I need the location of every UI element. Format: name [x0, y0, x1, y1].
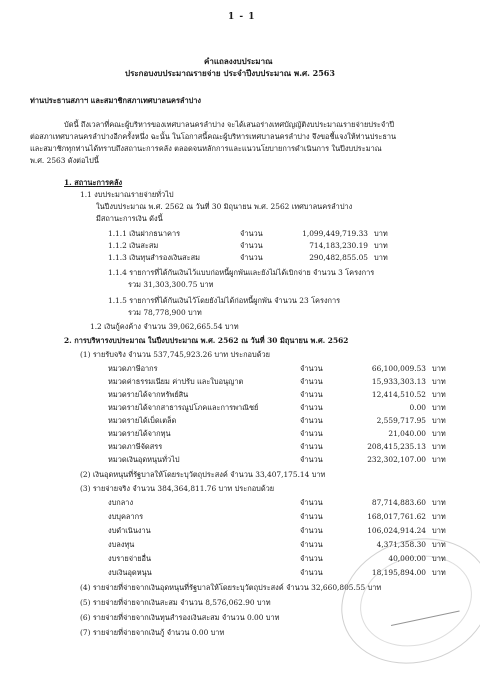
page-number: 1 - 1 — [228, 12, 256, 22]
income-row-amount: 15,933,303.13 — [371, 377, 426, 386]
income-row-amount-label: จำนวน — [300, 403, 323, 412]
expense-row-amount: 106,024,914.24 — [367, 526, 426, 535]
expense-row-amount: 168,017,761.62 — [367, 512, 426, 521]
income-row-amount: 12,414,510.52 — [371, 390, 426, 399]
section-1-title: 1. สถานะการคลัง — [64, 178, 123, 187]
fin-item-amount: 714,183,230.19 — [309, 241, 368, 250]
expense-row-label: งบดำเนินงาน — [108, 526, 151, 535]
income-row-amount: 0.00 — [409, 403, 426, 412]
fin-item-label: 1.1.3 เงินทุนสำรองเงินสะสม — [108, 253, 200, 262]
expense-row-amount: 18,195,894.00 — [371, 568, 426, 577]
item-1-2: 1.2 เงินกู้คงค้าง จำนวน 39,062,665.54 บาท — [90, 322, 239, 331]
expense-row-unit: บาท — [432, 512, 446, 521]
income-row-label: หมวดรายได้จากสาธารณูปโภคและการพาณิชย์ — [108, 403, 259, 412]
expense-row-amount-label: จำนวน — [300, 512, 323, 521]
income-row-label: หมวดภาษีจัดสรร — [108, 442, 163, 451]
income-row-label: หมวดเงินอุดหนุนทั่วไป — [108, 455, 180, 464]
subsidy-expense-line: (4) รายจ่ายที่จ่ายจากเงินอุดหนุนที่รัฐบาลให้โดยระบุวัตถุประสงค์ จำนวน 32,660,805.55 บาท — [80, 583, 382, 592]
fin-item-unit: บาท — [374, 229, 388, 238]
loan-expense-line: (7) รายจ่ายที่จ่ายจากเงินกู้ จำนวน 0.00 บาท — [80, 628, 225, 637]
income-row-amount-label: จำนวน — [300, 429, 323, 438]
income-row-unit: บาท — [432, 390, 446, 399]
expense-row-unit: บาท — [432, 568, 446, 577]
item-1-1-4-line-1: 1.1.4 รายการที่ได้กันเงินไว้แบบก่อหนี้ผูกพันและยังไม่ได้เบิกจ่าย จำนวน 3 โครงการ — [108, 268, 375, 277]
income-row-unit: บาท — [432, 455, 446, 464]
income-row-unit: บาท — [432, 403, 446, 412]
handwritten-signature — [386, 589, 459, 626]
income-row-amount-label: จำนวน — [300, 455, 323, 464]
income-row-label: หมวดรายได้เบ็ดเตล็ด — [108, 416, 177, 425]
item-1-1-5-line-1: 1.1.5 รายการที่ได้กันเงินไว้โดยยังไม่ได้ก่อหนี้ผูกพัน จำนวน 23 โครงการ — [108, 296, 341, 305]
income-row-amount-label: จำนวน — [300, 390, 323, 399]
fund-reserve-expense-line: (6) รายจ่ายที่จ่ายจากเงินทุนสำรองเงินสะสม จำนวน 0.00 บาท — [80, 613, 280, 622]
expense-row-amount-label: จำนวน — [300, 526, 323, 535]
revenue-heading: (1) รายรับจริง จำนวน 537,745,923.26 บาท ประกอบด้วย — [80, 350, 270, 359]
expense-row-amount: 4,371,358.30 — [376, 540, 426, 549]
expense-row-unit: บาท — [432, 526, 446, 535]
income-row-amount: 232,302,107.00 — [367, 455, 426, 464]
income-row-amount-label: จำนวน — [300, 364, 323, 373]
income-row-amount: 208,415,235.13 — [367, 442, 426, 451]
fin-item-amount-label: จำนวน — [240, 229, 263, 238]
expense-row-amount: 87,714,883.60 — [371, 498, 426, 507]
income-row-label: หมวดภาษีอากร — [108, 364, 158, 373]
fin-item-unit: บาท — [374, 241, 388, 250]
as-of-line-1: ในปีงบประมาณ พ.ศ. 2562 ณ วันที่ 30 มิถุนายน พ.ศ. 2562 เทศบาลนครลำปาง — [96, 202, 353, 211]
expense-row-label: งบรายจ่ายอื่น — [108, 554, 152, 563]
fin-item-amount-label: จำนวน — [240, 253, 263, 262]
fin-item-unit: บาท — [374, 253, 388, 262]
expense-row-label: งบกลาง — [108, 498, 134, 507]
expense-row-unit: บาท — [432, 554, 446, 563]
fin-item-label: 1.1.2 เงินสะสม — [108, 241, 159, 250]
fin-item-amount-label: จำนวน — [240, 241, 263, 250]
fin-item-amount: 1,099,449,719.33 — [302, 229, 368, 238]
intro-line-2: ต่อสภาเทศบาลนครลำปางอีกครั้งหนึ่ง ฉะนั้น ในโอกาสนี้คณะผู้บริหารเทศบาลนครลำปาง จึงขอชี้แจงให้ท่านประธาน — [30, 132, 397, 141]
income-row-unit: บาท — [432, 429, 446, 438]
item-1-1-4-line-2: รวม 31,303,300.75 บาท — [128, 280, 214, 289]
intro-line-4: พ.ศ. 2563 ดังต่อไปนี้ — [30, 156, 99, 165]
fin-item-amount: 290,482,855.05 — [309, 253, 368, 262]
section-2-title: 2. การบริหารงบประมาณ ในปีงบประมาณ พ.ศ. 2562 ณ วันที่ 30 มิถุนายน พ.ศ. 2562 — [64, 336, 349, 345]
expense-row-unit: บาท — [432, 498, 446, 507]
income-row-unit: บาท — [432, 442, 446, 451]
expense-row-label: งบลงทุน — [108, 540, 135, 549]
heading-line-2: ประกอบงบประมาณรายจ่าย ประจำปีงบประมาณ พ.ศ. 2563 — [125, 68, 335, 78]
income-row-amount: 2,559,717.95 — [376, 416, 426, 425]
expense-row-label: งบบุคลากร — [108, 512, 144, 521]
expense-heading: (3) รายจ่ายจริง จำนวน 384,364,811.76 บาท ประกอบด้วย — [80, 484, 275, 493]
item-1-1-5-line-2: รวม 78,778,900 บาท — [128, 308, 202, 317]
fin-item-label: 1.1.1 เงินฝากธนาคาร — [108, 229, 181, 238]
expense-row-amount-label: จำนวน — [300, 540, 323, 549]
income-row-amount-label: จำนวน — [300, 442, 323, 451]
reserve-expense-line: (5) รายจ่ายที่จ่ายจากเงินสะสม จำนวน 8,576,062.90 บาท — [80, 598, 271, 607]
expense-row-amount-label: จำนวน — [300, 498, 323, 507]
intro-line-3: และสมาชิกทุกท่านได้ทราบถึงสถานะการคลัง ตลอดจนหลักการและแนวนโยบายการดำเนินการ ในปีงบประมาณ — [30, 144, 382, 153]
expense-row-label: งบเงินอุดหนุน — [108, 568, 152, 577]
income-row-amount: 21,040.00 — [388, 429, 426, 438]
expense-row-amount: 40,000.00 — [388, 554, 426, 563]
section-1-1-title: 1.1 งบประมาณรายจ่ายทั่วไป — [80, 190, 174, 199]
income-row-label: หมวดรายได้จากทรัพย์สิน — [108, 390, 189, 399]
income-row-amount: 66,100,009.53 — [371, 364, 426, 373]
expense-row-unit: บาท — [432, 540, 446, 549]
income-row-unit: บาท — [432, 364, 446, 373]
salutation: ท่านประธานสภาฯ และสมาชิกสภาเทศบาลนครลำปาง — [30, 96, 202, 105]
heading-line-1: คำแถลงงบประมาณ — [204, 56, 273, 66]
income-row-amount-label: จำนวน — [300, 377, 323, 386]
as-of-line-2: มีสถานะการเงิน ดังนี้ — [96, 214, 163, 223]
intro-line-1: บัดนี้ ถึงเวลาที่คณะผู้บริหารของเทศบาลนครลำปาง จะได้เสนอร่างเทศบัญญัติงบประมาณรายจ่ายประจำปี — [64, 120, 395, 129]
income-row-label: หมวดรายได้จากทุน — [108, 429, 171, 438]
income-row-unit: บาท — [432, 377, 446, 386]
expense-row-amount-label: จำนวน — [300, 568, 323, 577]
subsidy-line: (2) เงินอุดหนุนที่รัฐบาลให้โดยระบุวัตถุประสงค์ จำนวน 33,407,175.14 บาท — [80, 470, 326, 479]
income-row-amount-label: จำนวน — [300, 416, 323, 425]
income-row-unit: บาท — [432, 416, 446, 425]
expense-row-amount-label: จำนวน — [300, 554, 323, 563]
income-row-label: หมวดค่าธรรมเนียม ค่าปรับ และใบอนุญาต — [108, 377, 244, 386]
